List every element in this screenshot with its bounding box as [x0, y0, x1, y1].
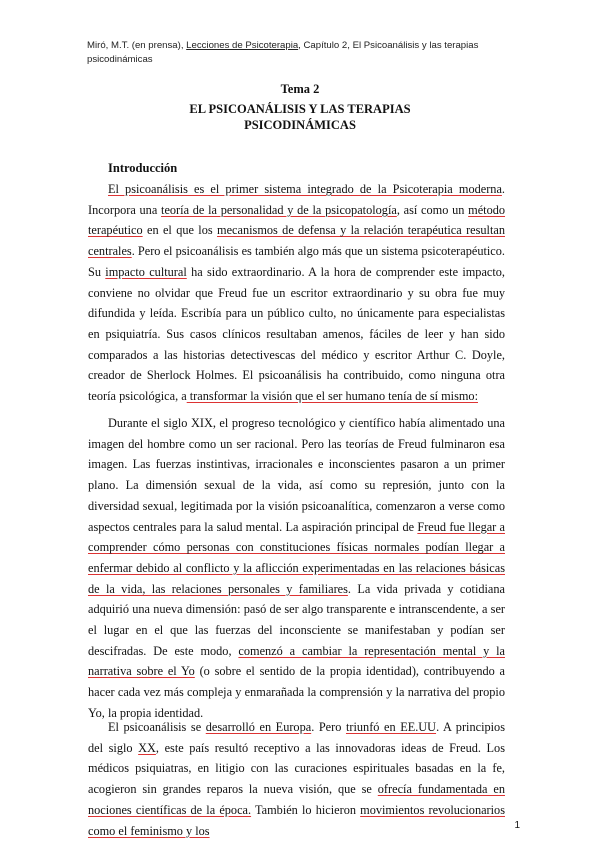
- body-text: , este país resultó receptivo a las innovadoras ideas de Freud. Los médicos psiquiatras, en litigio con las curaciones espirituales basadas en la fe, acogieron sin grandes reparos la nueva visión, que se: [88, 740, 505, 797]
- highlighted-text: teoría de la personalidad y de la psicopatología: [161, 202, 397, 217]
- highlighted-text: impacto cultural: [105, 264, 187, 279]
- body-text: . A principios del siglo: [88, 720, 505, 755]
- highlighted-text: triunfó en EE.UU: [345, 720, 437, 734]
- body-text: , así como un: [396, 202, 469, 217]
- page-number: 1: [514, 820, 520, 831]
- header-author: Miró, M.T. (en prensa),: [87, 40, 187, 51]
- body-text: El psicoanálisis se: [108, 720, 206, 734]
- body-text: Durante el siglo XIX, el progreso tecnológico y científico había alimentado una imagen del hombre como un ser racional. Pero las teorías de Freud fulminaron esa imagen. Las fuerzas instintivas, irracionales e inconscientes pasaron a un primer plano. La dimensión sexual de la vida, así como su represión, junto con la diversidad sexual, legitimada por la visión psicoanalítica, comenzaron a verse como aspectos centrales para la salud mental. La aspiración principal de: [88, 416, 505, 534]
- highlighted-text: mecanismos de defensa y la relación terapéutica resultan centrales: [88, 223, 505, 259]
- highlighted-text: transformar la visión que el ser humano tenía de sí mismo:: [186, 389, 478, 404]
- body-text: (o sobre el sentido de la propia identidad), contribuyendo a hacer cada vez más compleja y enmarañada la comprensión y la narrativa del propio Yo, la propia identidad.: [88, 664, 505, 720]
- running-header: [87, 39, 527, 67]
- header-book-title: Lecciones de Psicoterapia: [186, 40, 299, 51]
- body-text: . Pero: [311, 720, 346, 734]
- highlighted-text: ofrecía fundamentada en nociones científicas de la época.: [88, 782, 505, 817]
- header-chapter: , Capítulo 2, El Psicoanálisis y las terapias psicodinámicas: [87, 40, 479, 65]
- highlighted-text: movimientos revolucionarios como el feminismo y los: [88, 802, 505, 838]
- body-text: . La vida privada y cotidiana adquirió una nueva dimensión: pasó de ser algo transparente e intranscendente, a ser el lugar en el que las fuerzas del inconsciente se manifestaban y podían ser descifradas. De este modo,: [88, 581, 505, 658]
- highlighted-text: El psicoanálisis es el primer sistema integrado de la Psicoterapia moderna: [108, 182, 502, 196]
- body-text: ha sido extraordinario. A la hora de comprender este impacto, conviene no olvidar que Freud fue un escritor extraordinario y su obra fue muy difundida y leída. Escribía para un público culto, no únicamente para especialistas en psiquiatría. Sus casos clínicos resultaban amenos, fáciles de leer y han sido comparados a las historias detectivescas del médico y escritor Arthur C. Doyle, creador de Sherlock Holmes. El psicoanálisis ha contribuido, como ninguna otra teoría psicológica, a: [88, 264, 506, 404]
- highlighted-text: comenzó a cambiar la representación mental y la narrativa sobre el Yo: [88, 643, 505, 679]
- chapter-title: [0, 101, 600, 133]
- paragraph-2: [88, 413, 505, 724]
- highlighted-text: desarrolló en Europa: [205, 720, 312, 734]
- body-text: en el que los: [142, 223, 218, 238]
- body-text: . Incorpora una: [88, 182, 505, 217]
- paragraph-1: [88, 179, 505, 407]
- body-text: También lo hicieron: [251, 802, 361, 817]
- chapter-title-line-1: EL PSICOANÁLISIS Y LAS TERAPIAS: [189, 102, 411, 116]
- chapter-title-line-2: PSICODINÁMICAS: [244, 118, 356, 132]
- paragraph-3: [88, 717, 505, 841]
- body-text: . Pero el psicoanálisis es también algo más que un sistema psicoterapéutico. Su: [88, 244, 505, 279]
- highlighted-text: Freud fue llegar a comprender cómo personas con constituciones físicas normales podían llegar a enfermar debido al conflicto y la aflicción experimentadas en las relaciones básicas de la vida, las relaciones personales y familiares: [88, 519, 505, 596]
- section-heading: Introducción: [108, 161, 178, 175]
- highlighted-text: método terapéutico: [88, 202, 506, 238]
- highlighted-text: XX: [138, 740, 156, 755]
- chapter-label: Tema 2: [280, 82, 320, 96]
